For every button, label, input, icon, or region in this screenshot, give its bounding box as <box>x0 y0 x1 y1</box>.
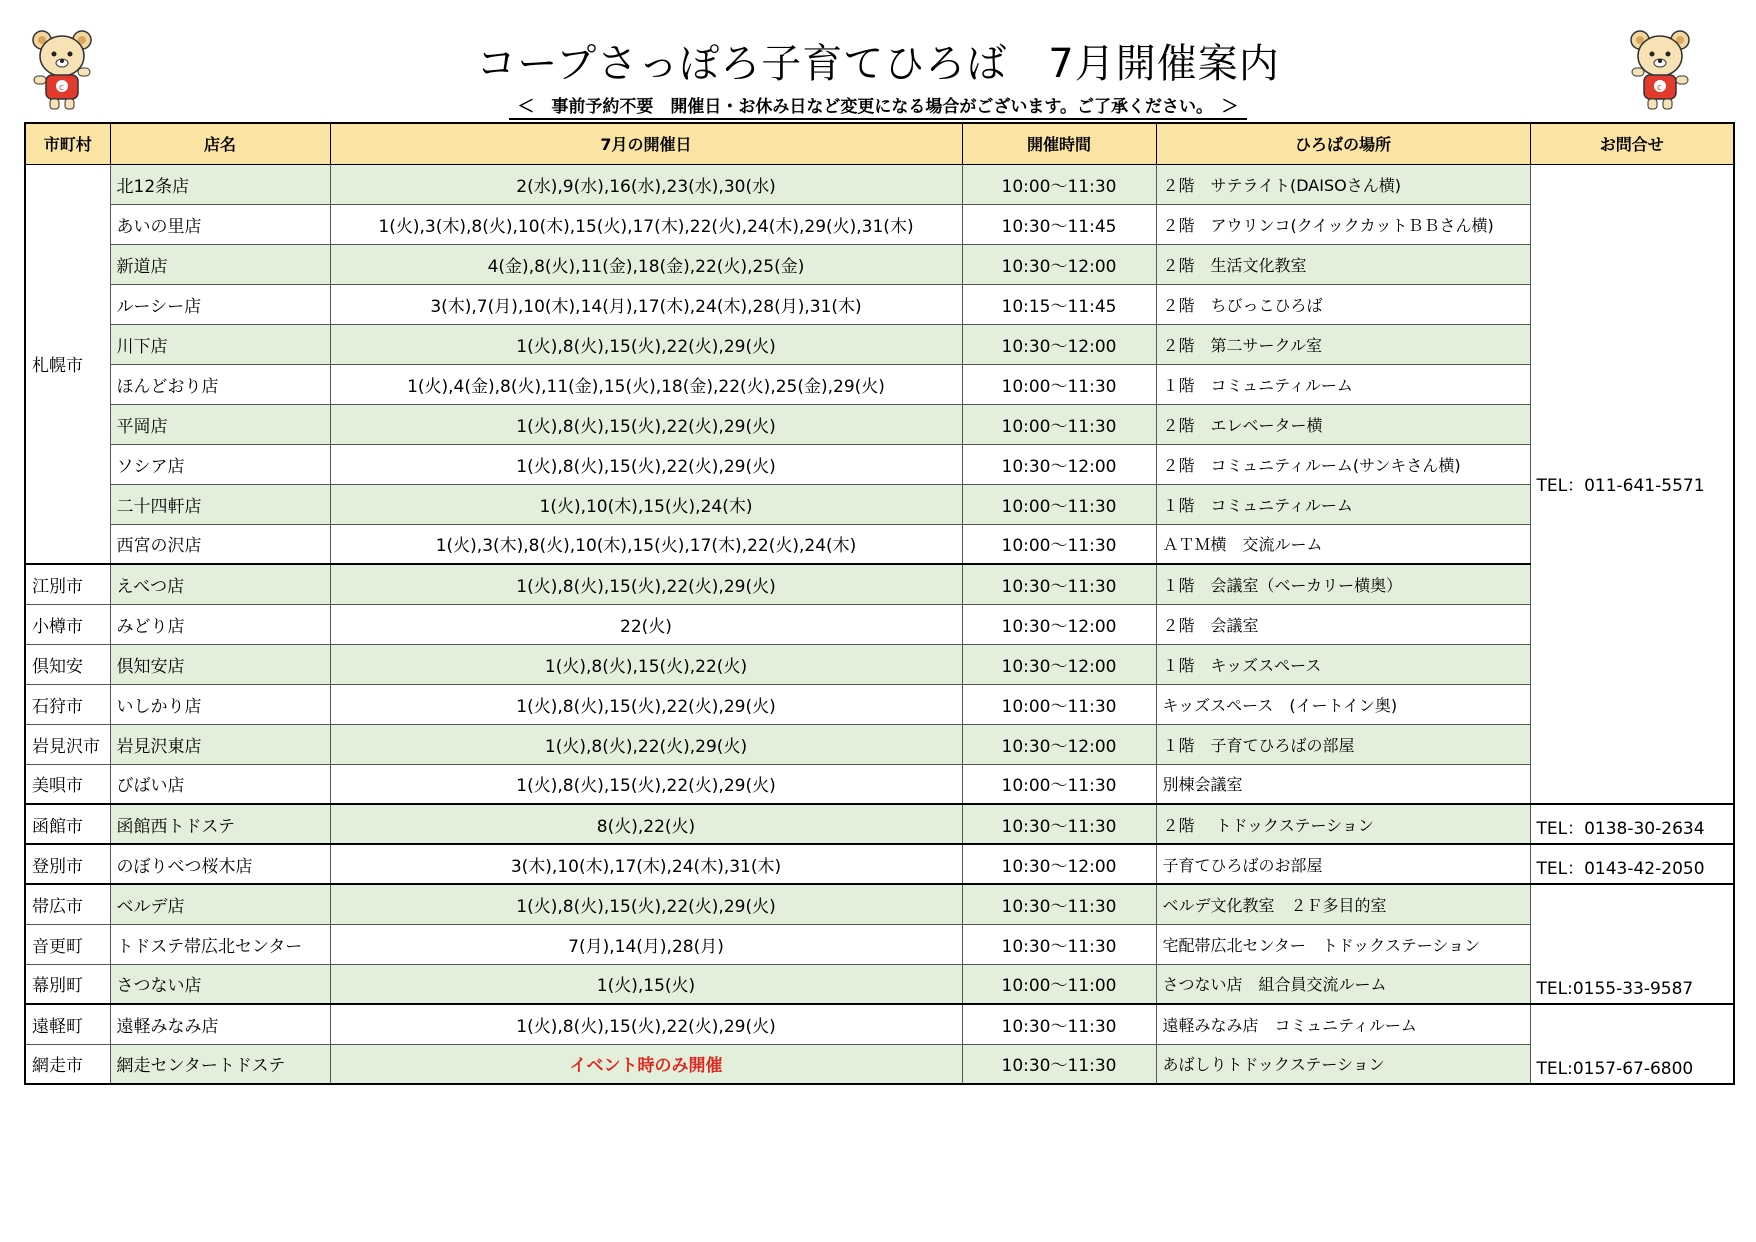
dates-cell: 1(火),3(木),8(火),10(木),15(火),17(木),22(火),24(木) <box>330 524 962 564</box>
location-cell: ２階 トドックステーション <box>1156 804 1530 844</box>
table-row <box>25 444 1734 484</box>
column-header-time: 開催時間 <box>962 123 1156 164</box>
store-cell: 二十四軒店 <box>110 484 330 524</box>
dates-cell: 7(月),14(月),28(月) <box>330 924 962 964</box>
column-header-location: ひろばの場所 <box>1156 123 1530 164</box>
time-cell: 10:30～12:00 <box>962 444 1156 484</box>
city-cell: 小樽市 <box>25 604 110 644</box>
time-cell: 10:00～11:00 <box>962 964 1156 1004</box>
city-cell: 登別市 <box>25 844 110 884</box>
contact-cell: TEL：0138-30-2634 <box>1530 804 1734 844</box>
dates-cell: 1(火),8(火),15(火),22(火),29(火) <box>330 764 962 804</box>
city-cell: 倶知安 <box>25 644 110 684</box>
city-cell: 音更町 <box>25 924 110 964</box>
column-header-city: 市町村 <box>25 123 110 164</box>
location-cell: ２階 アウリンコ(クイックカットＢＢさん横) <box>1156 204 1530 244</box>
dates-cell: 1(火),8(火),15(火),22(火),29(火) <box>330 324 962 364</box>
location-cell: ２階 サテライト(DAISOさん横) <box>1156 164 1530 204</box>
dates-cell: 3(木),10(木),17(木),24(木),31(木) <box>330 844 962 884</box>
time-cell: 10:30～11:30 <box>962 924 1156 964</box>
store-cell: あいの里店 <box>110 204 330 244</box>
table-row <box>25 844 1734 884</box>
table-row <box>25 964 1734 1004</box>
column-header-store: 店名 <box>110 123 330 164</box>
location-cell: １階 コミュニティルーム <box>1156 364 1530 404</box>
time-cell: 10:30～12:00 <box>962 244 1156 284</box>
table-header-row <box>25 123 1734 164</box>
dates-cell: 1(火),8(火),15(火),22(火),29(火) <box>330 884 962 924</box>
store-cell: えべつ店 <box>110 564 330 604</box>
dates-cell: 1(火),10(木),15(火),24(木) <box>330 484 962 524</box>
dates-cell: 8(火),22(火) <box>330 804 962 844</box>
store-cell: のぼりべつ桜木店 <box>110 844 330 884</box>
location-cell: １階 コミュニティルーム <box>1156 484 1530 524</box>
time-cell: 10:30～12:00 <box>962 844 1156 884</box>
store-cell: 岩見沢東店 <box>110 724 330 764</box>
time-cell: 10:30～11:45 <box>962 204 1156 244</box>
location-cell: ＡＴＭ横 交流ルーム <box>1156 524 1530 564</box>
time-cell: 10:00～11:30 <box>962 764 1156 804</box>
time-cell: 10:00～11:30 <box>962 364 1156 404</box>
table-row <box>25 524 1734 564</box>
location-cell: ２階 コミュニティルーム(サンキさん横) <box>1156 444 1530 484</box>
city-cell: 江別市 <box>25 564 110 604</box>
table-row <box>25 244 1734 284</box>
column-header-contact: お問合せ <box>1530 123 1734 164</box>
store-cell: 網走センタートドステ <box>110 1044 330 1084</box>
svg-text:c: c <box>59 83 64 93</box>
page-title: コープさっぽろ子育てひろば 7月開催案内 <box>476 41 1280 87</box>
dates-cell: 4(金),8(火),11(金),18(金),22(火),25(金) <box>330 244 962 284</box>
time-cell: 10:30～11:30 <box>962 804 1156 844</box>
table-row <box>25 204 1734 244</box>
table-row <box>25 164 1734 204</box>
store-cell: みどり店 <box>110 604 330 644</box>
location-cell: ２階 ちびっこひろば <box>1156 284 1530 324</box>
city-cell: 石狩市 <box>25 684 110 724</box>
location-cell: 別棟会議室 <box>1156 764 1530 804</box>
city-cell: 幕別町 <box>25 964 110 1004</box>
time-cell: 10:00～11:30 <box>962 524 1156 564</box>
location-cell: さつない店 組合員交流ルーム <box>1156 964 1530 1004</box>
city-cell: 帯広市 <box>25 884 110 924</box>
store-cell: 川下店 <box>110 324 330 364</box>
table-row <box>25 684 1734 724</box>
store-cell: 函館西トドステ <box>110 804 330 844</box>
dates-cell: 1(火),3(木),8(火),10(木),15(火),17(木),22(火),24(木),29(火),31(木) <box>330 204 962 244</box>
location-cell: ２階 会議室 <box>1156 604 1530 644</box>
time-cell: 10:30～12:00 <box>962 644 1156 684</box>
table-row <box>25 404 1734 444</box>
location-cell: ２階 第二サークル室 <box>1156 324 1530 364</box>
time-cell: 10:30～12:00 <box>962 724 1156 764</box>
store-cell: 西宮の沢店 <box>110 524 330 564</box>
time-cell: 10:30～11:30 <box>962 1044 1156 1084</box>
city-cell: 函館市 <box>25 804 110 844</box>
schedule-table <box>24 122 1735 1085</box>
table-row <box>25 364 1734 404</box>
dates-cell: 1(火),8(火),15(火),22(火),29(火) <box>330 1004 962 1044</box>
dates-cell: 1(火),8(火),15(火),22(火),29(火) <box>330 404 962 444</box>
table-row <box>25 924 1734 964</box>
store-cell: 倶知安店 <box>110 644 330 684</box>
dates-cell: 22(火) <box>330 604 962 644</box>
notice-subtitle <box>0 96 1756 118</box>
dates-cell: 1(火),15(火) <box>330 964 962 1004</box>
time-cell: 10:00～11:30 <box>962 684 1156 724</box>
column-header-dates: 7月の開催日 <box>330 123 962 164</box>
store-cell: ルーシー店 <box>110 284 330 324</box>
store-cell: 新道店 <box>110 244 330 284</box>
dates-cell: 1(火),8(火),22(火),29(火) <box>330 724 962 764</box>
location-cell: １階 キッズスペース <box>1156 644 1530 684</box>
time-cell: 10:30～11:30 <box>962 884 1156 924</box>
table-row <box>25 564 1734 604</box>
table-row <box>25 1004 1734 1044</box>
city-cell: 遠軽町 <box>25 1004 110 1044</box>
store-cell: 北12条店 <box>110 164 330 204</box>
location-cell: キッズスペース (イートイン奥) <box>1156 684 1530 724</box>
location-cell: １階 子育てひろばの部屋 <box>1156 724 1530 764</box>
time-cell: 10:30～12:00 <box>962 604 1156 644</box>
city-cell: 美唄市 <box>25 764 110 804</box>
dates-cell: 1(火),8(火),15(火),22(火) <box>330 644 962 684</box>
table-row <box>25 484 1734 524</box>
dates-cell: 1(火),8(火),15(火),22(火),29(火) <box>330 564 962 604</box>
location-cell: 子育てひろばのお部屋 <box>1156 844 1530 884</box>
time-cell: 10:15～11:45 <box>962 284 1156 324</box>
event-only-notice: イベント時のみ開催 <box>330 1044 962 1084</box>
dates-cell: 2(水),9(水),16(水),23(水),30(水) <box>330 164 962 204</box>
store-cell: ソシア店 <box>110 444 330 484</box>
table-row <box>25 1044 1734 1084</box>
store-cell: ほんどおり店 <box>110 364 330 404</box>
store-cell: びばい店 <box>110 764 330 804</box>
store-cell: 平岡店 <box>110 404 330 444</box>
contact-cell: TEL：0143-42-2050 <box>1530 844 1734 884</box>
contact-cell: TEL:0157-67-6800 <box>1530 1004 1734 1084</box>
dates-cell: 1(火),8(火),15(火),22(火),29(火) <box>330 444 962 484</box>
dates-cell: 1(火),4(金),8(火),11(金),15(火),18(金),22(火),25(金),29(火) <box>330 364 962 404</box>
table-row <box>25 324 1734 364</box>
location-cell: 宅配帯広北センター トドックステーション <box>1156 924 1530 964</box>
store-cell: さつない店 <box>110 964 330 1004</box>
contact-cell: TEL:0155-33-9587 <box>1530 884 1734 1004</box>
notice-text: ＜ 事前予約不要 開催日・お休み日など変更になる場合がございます。ご了承ください。 ＞ <box>509 97 1246 120</box>
location-cell: 遠軽みなみ店 コミュニティルーム <box>1156 1004 1530 1044</box>
table-row <box>25 644 1734 684</box>
table-row <box>25 884 1734 924</box>
store-cell: いしかり店 <box>110 684 330 724</box>
time-cell: 10:30～11:30 <box>962 1004 1156 1044</box>
dates-cell: 1(火),8(火),15(火),22(火),29(火) <box>330 684 962 724</box>
svg-text:c: c <box>1657 83 1662 93</box>
table-row <box>25 804 1734 844</box>
store-cell: 遠軽みなみ店 <box>110 1004 330 1044</box>
city-cell: 札幌市 <box>25 164 110 564</box>
time-cell: 10:30～11:30 <box>962 564 1156 604</box>
city-cell: 岩見沢市 <box>25 724 110 764</box>
time-cell: 10:00～11:30 <box>962 404 1156 444</box>
location-cell: ２階 生活文化教室 <box>1156 244 1530 284</box>
location-cell: １階 会議室（ベーカリー横奥） <box>1156 564 1530 604</box>
dates-cell: 3(木),7(月),10(木),14(月),17(木),24(木),28(月),31(木) <box>330 284 962 324</box>
store-cell: トドステ帯広北センター <box>110 924 330 964</box>
table-row <box>25 284 1734 324</box>
time-cell: 10:00～11:30 <box>962 484 1156 524</box>
city-cell: 網走市 <box>25 1044 110 1084</box>
table-row <box>25 604 1734 644</box>
location-cell: ベルデ文化教室 ２Ｆ多目的室 <box>1156 884 1530 924</box>
contact-cell: TEL：011-641-5571 <box>1530 164 1734 804</box>
location-cell: あばしりトドックステーション <box>1156 1044 1530 1084</box>
table-row <box>25 724 1734 764</box>
store-cell: ベルデ店 <box>110 884 330 924</box>
table-row <box>25 764 1734 804</box>
time-cell: 10:30～12:00 <box>962 324 1156 364</box>
time-cell: 10:00～11:30 <box>962 164 1156 204</box>
location-cell: ２階 エレベーター横 <box>1156 404 1530 444</box>
